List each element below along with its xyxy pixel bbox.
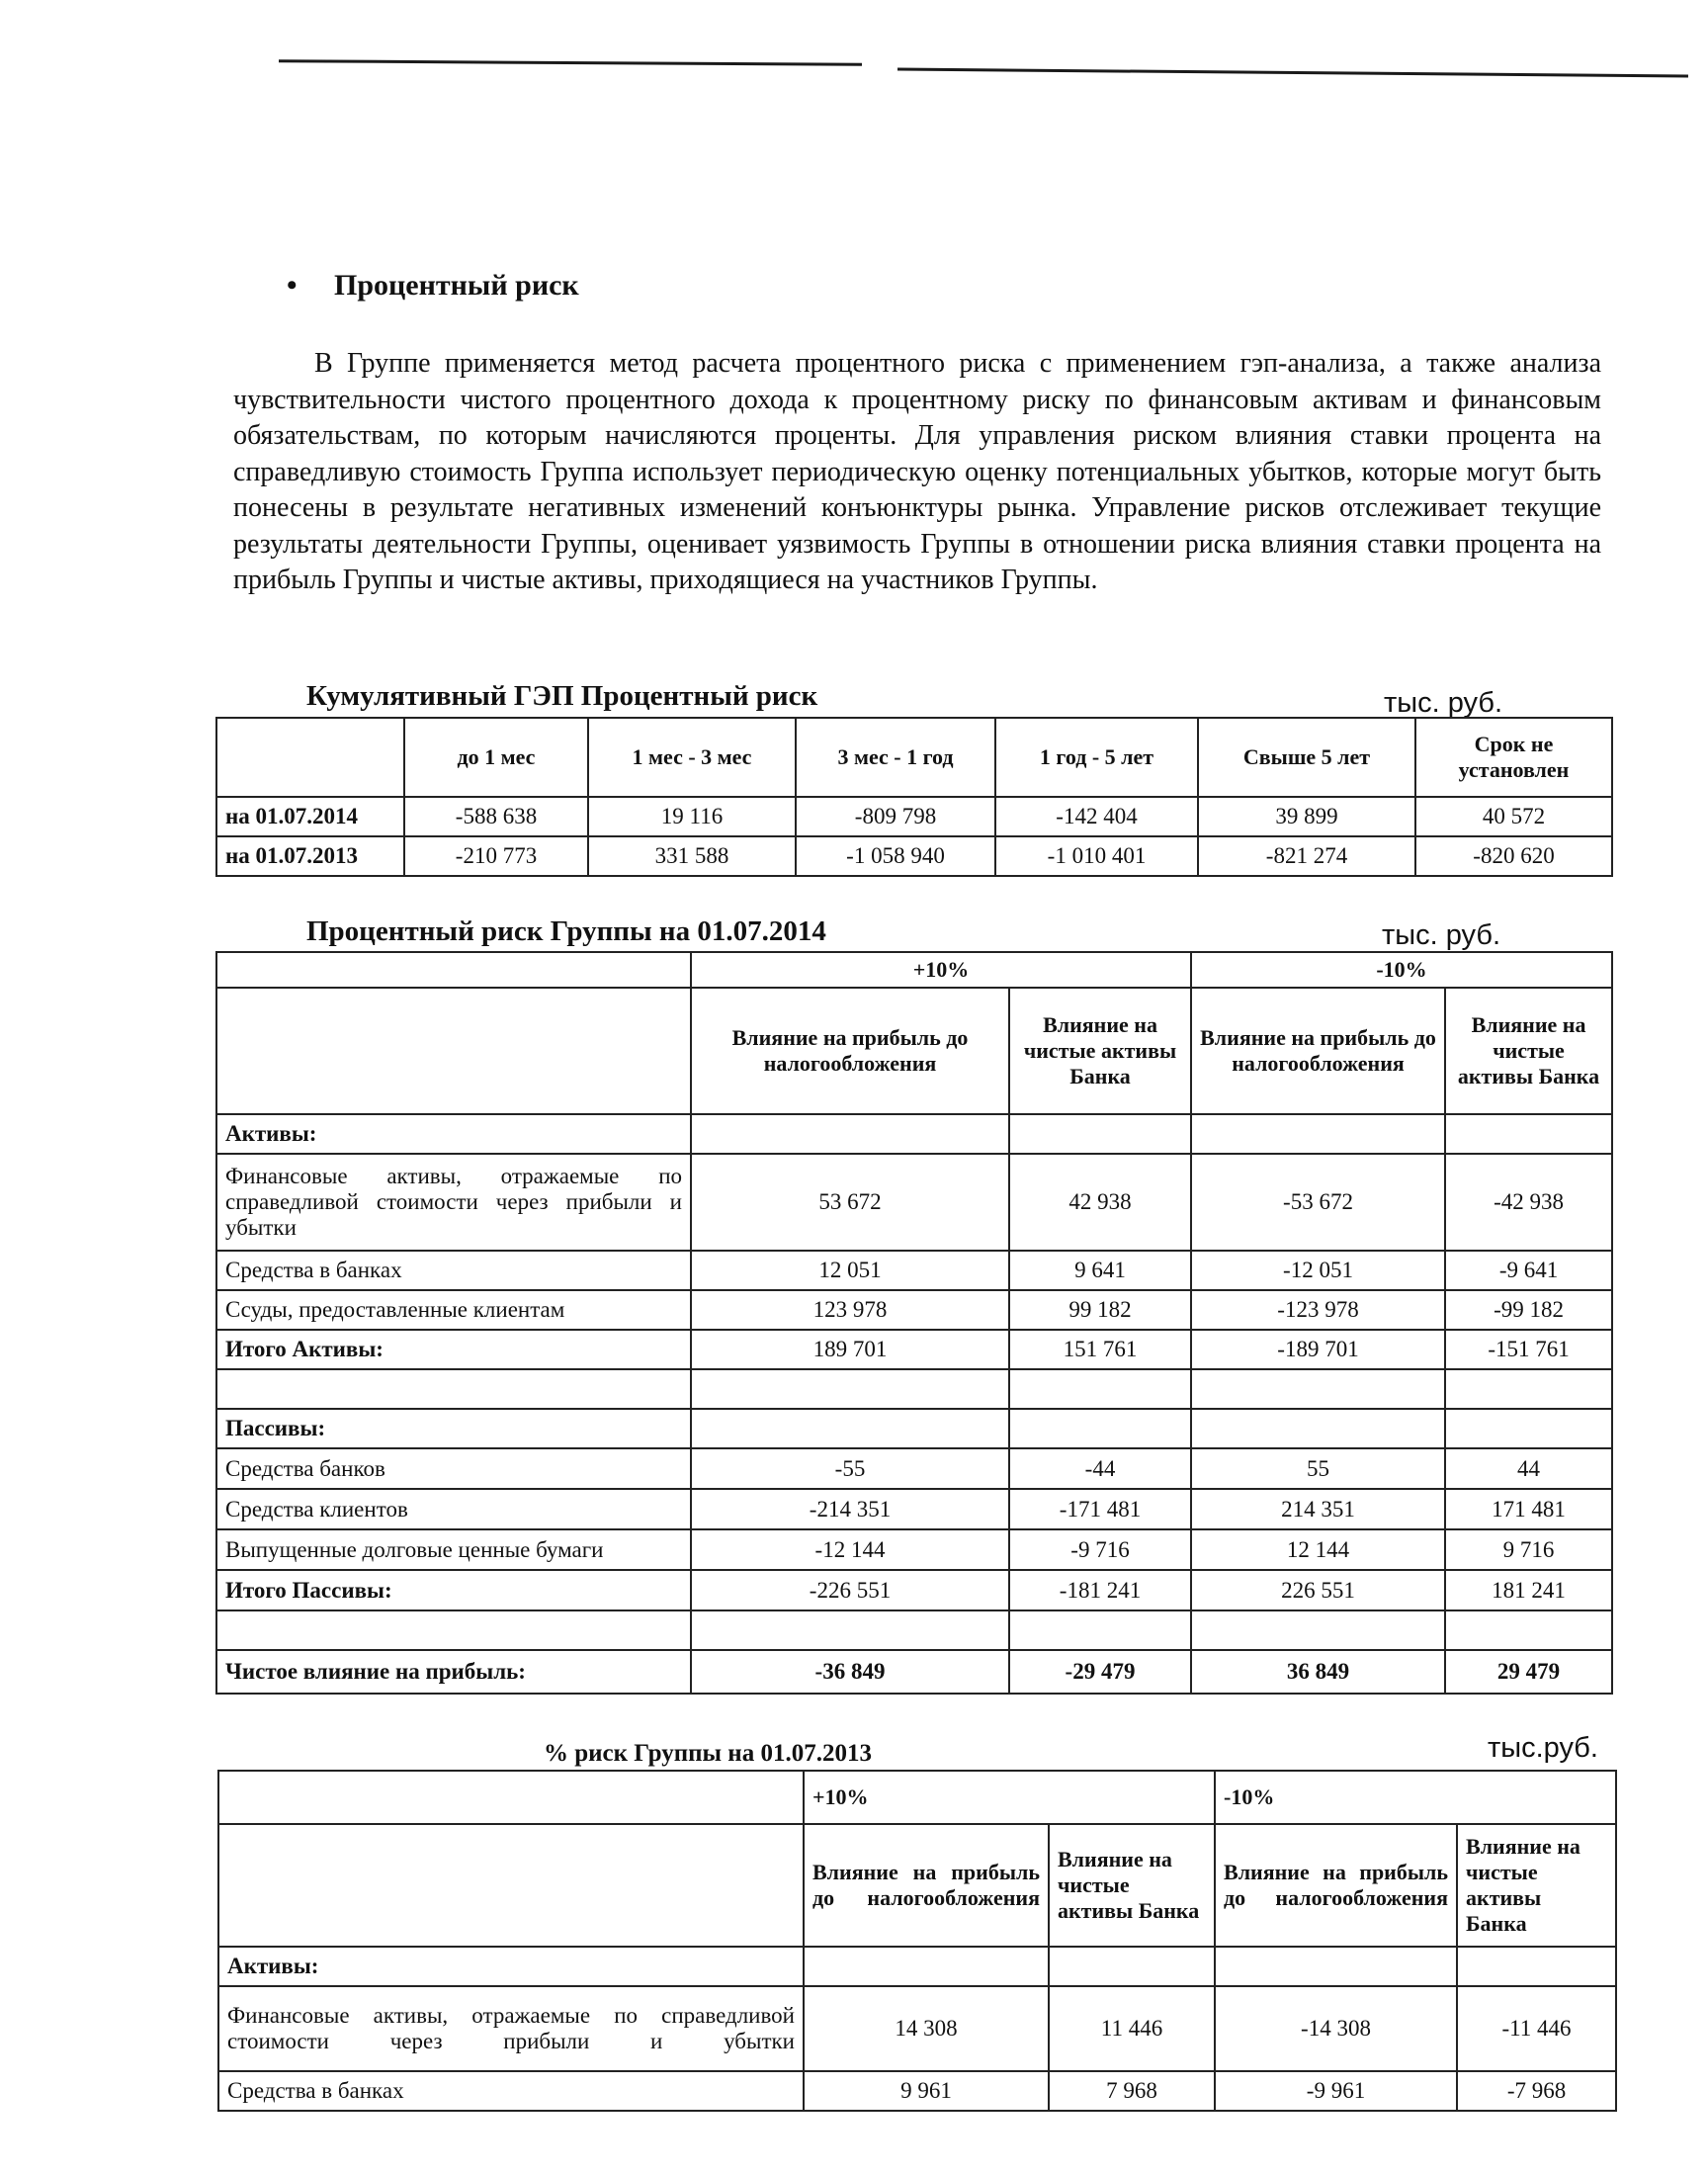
empty-row (216, 1610, 1612, 1650)
row-label: Финансовые активы, отражаемые по справедливой стоимости через прибыли и убытки (218, 1986, 804, 2071)
row-label: Ссуды, предоставленные клиентам (216, 1290, 691, 1330)
cell-value: -42 938 (1445, 1154, 1612, 1251)
cell-value: -226 551 (691, 1570, 1009, 1610)
cell-value: 36 849 (1191, 1650, 1445, 1694)
header-empty (216, 988, 691, 1114)
cell-value: -214 351 (691, 1489, 1009, 1529)
cell-value: 9 641 (1009, 1251, 1191, 1290)
risk-2013-unit: тыс.руб. (1488, 1732, 1598, 1764)
row-label: Финансовые активы, отражаемые по справедливой стоимости через прибыли и убытки (216, 1154, 691, 1251)
bullet: • (287, 269, 298, 302)
cell-value: 9 716 (1445, 1529, 1612, 1570)
table-row (216, 797, 1612, 836)
section-title: Процентный риск (334, 269, 579, 302)
col-profit-plus: Влияние на прибыль до налогообложения (691, 988, 1009, 1114)
column-header-row (218, 1824, 1616, 1947)
cell-value: 11 446 (1049, 1986, 1215, 2071)
cell-value: -55 (691, 1448, 1009, 1489)
gap-col-header: 1 год - 5 лет (995, 718, 1198, 797)
scan-line-left (279, 59, 862, 66)
cell-value: -123 978 (1191, 1290, 1445, 1330)
cell-value: -12 144 (691, 1529, 1009, 1570)
table-row (216, 1448, 1612, 1489)
table-row (216, 836, 1612, 876)
table-row (216, 1529, 1612, 1570)
cell-value: 12 144 (1191, 1529, 1445, 1570)
table-row (218, 1986, 1616, 2071)
cell-value: -11 446 (1457, 1986, 1616, 2071)
cell-value: 331 588 (588, 836, 796, 876)
gap-table-title: Кумулятивный ГЭП Процентный риск (306, 680, 818, 712)
cell-value: -189 701 (1191, 1330, 1445, 1369)
cell-value: 7 968 (1049, 2071, 1215, 2111)
cell-value: 53 672 (691, 1154, 1009, 1251)
risk-2013-title: % риск Группы на 01.07.2013 (544, 1740, 872, 1767)
header-empty (218, 1824, 804, 1947)
cell-value: -210 773 (404, 836, 588, 876)
gap-header-empty (216, 718, 404, 797)
cell-value: 226 551 (1191, 1570, 1445, 1610)
risk-2013-table (217, 1770, 1617, 2112)
gap-table-unit: тыс. руб. (1384, 687, 1503, 719)
cell-value: -9 716 (1009, 1529, 1191, 1570)
table-row (216, 1154, 1612, 1251)
liabilities-header: Пассивы: (216, 1409, 691, 1448)
gap-table-header-row (216, 718, 1612, 797)
cell-value: -588 638 (404, 797, 588, 836)
assets-header: Активы: (218, 1947, 804, 1986)
cell-value: -820 620 (1415, 836, 1612, 876)
table-row (216, 1251, 1612, 1290)
col-profit-plus: Влияние на прибыль до налогообложения (804, 1824, 1049, 1947)
risk-2014-unit: тыс. руб. (1382, 919, 1501, 951)
group-header-row (216, 952, 1612, 988)
cell-value: -151 761 (1445, 1330, 1612, 1369)
cell-value: -7 968 (1457, 2071, 1616, 2111)
table-row (216, 1489, 1612, 1529)
cell-value: -1 058 940 (796, 836, 995, 876)
cell-value: 151 761 (1009, 1330, 1191, 1369)
cell-value: 189 701 (691, 1330, 1009, 1369)
col-assets-minus: Влияние на чистые активы Банка (1457, 1824, 1616, 1947)
gap-col-header: Срок не установлен (1415, 718, 1612, 797)
risk-2014-title: Процентный риск Группы на 01.07.2014 (306, 915, 826, 947)
section-row (216, 1409, 1612, 1448)
assets-header: Активы: (216, 1114, 691, 1154)
cell-value: 40 572 (1415, 797, 1612, 836)
row-label: на 01.07.2014 (216, 797, 404, 836)
cell-value: -809 798 (796, 797, 995, 836)
cell-value: -44 (1009, 1448, 1191, 1489)
row-label: Выпущенные долговые ценные бумаги (216, 1529, 691, 1570)
section-row (216, 1114, 1612, 1154)
cell-value: -12 051 (1191, 1251, 1445, 1290)
group-plus-header: +10% (804, 1771, 1215, 1824)
column-header-row (216, 988, 1612, 1114)
cell-value: 55 (1191, 1448, 1445, 1489)
cell-value: -821 274 (1198, 836, 1415, 876)
cell-value: 171 481 (1445, 1489, 1612, 1529)
cell-value: -14 308 (1215, 1986, 1457, 2071)
cell-value: 12 051 (691, 1251, 1009, 1290)
row-label: Средства в банках (218, 2071, 804, 2111)
row-label: Итого Активы: (216, 1330, 691, 1369)
col-assets-minus: Влияние на чистые активы Банка (1445, 988, 1612, 1114)
row-label: Чистое влияние на прибыль: (216, 1650, 691, 1694)
row-label: Средства в банках (216, 1251, 691, 1290)
cell-value: 181 241 (1445, 1570, 1612, 1610)
cell-value: -142 404 (995, 797, 1198, 836)
gap-col-header: до 1 мес (404, 718, 588, 797)
cell-value: 14 308 (804, 1986, 1049, 2071)
empty-row (216, 1369, 1612, 1409)
group-header-row (218, 1771, 1616, 1824)
risk-2014-table (215, 951, 1613, 1695)
gap-col-header: Свыше 5 лет (1198, 718, 1415, 797)
cell-value: 9 961 (804, 2071, 1049, 2111)
cell-value: -53 672 (1191, 1154, 1445, 1251)
group-plus-header: +10% (691, 952, 1191, 988)
header-empty (216, 952, 691, 988)
col-assets-plus: Влияние на чистые активы Банка (1049, 1824, 1215, 1947)
row-label: Средства клиентов (216, 1489, 691, 1529)
net-row (216, 1650, 1612, 1694)
total-row (216, 1330, 1612, 1369)
cell-value: 99 182 (1009, 1290, 1191, 1330)
row-label: на 01.07.2013 (216, 836, 404, 876)
cell-value: -1 010 401 (995, 836, 1198, 876)
section-row (218, 1947, 1616, 1986)
table-row (216, 1290, 1612, 1330)
cell-value: 214 351 (1191, 1489, 1445, 1529)
cell-value: -99 182 (1445, 1290, 1612, 1330)
section-heading (287, 269, 579, 303)
cell-value: -36 849 (691, 1650, 1009, 1694)
cell-value: 44 (1445, 1448, 1612, 1489)
cell-value: -29 479 (1009, 1650, 1191, 1694)
col-profit-minus: Влияние на прибыль до налогообложения (1215, 1824, 1457, 1947)
table-row (218, 2071, 1616, 2111)
col-profit-minus: Влияние на прибыль до налогообложения (1191, 988, 1445, 1114)
cell-value: -171 481 (1009, 1489, 1191, 1529)
cell-value: 123 978 (691, 1290, 1009, 1330)
gap-col-header: 3 мес - 1 год (796, 718, 995, 797)
cell-value: 39 899 (1198, 797, 1415, 836)
header-empty (218, 1771, 804, 1824)
row-label: Итого Пассивы: (216, 1570, 691, 1610)
group-minus-header: -10% (1215, 1771, 1616, 1824)
col-assets-plus: Влияние на чистые активы Банка (1009, 988, 1191, 1114)
scan-line-right (897, 68, 1688, 78)
cell-value: 29 479 (1445, 1650, 1612, 1694)
group-minus-header: -10% (1191, 952, 1612, 988)
cell-value: -181 241 (1009, 1570, 1191, 1610)
total-row (216, 1570, 1612, 1610)
row-label: Средства банков (216, 1448, 691, 1489)
cell-value: 19 116 (588, 797, 796, 836)
gap-table (215, 717, 1613, 877)
cell-value: -9 961 (1215, 2071, 1457, 2111)
intro-paragraph: В Группе применяется метод расчета процентного риска с применением гэп-анализа, а также анализа чувствительности чистого процентного дохода к процентному риску по финансовым активам и финансовым обязательствам, по которым начисляются проценты. Для управления риском влияния ставки процента на справедливую стоимость Группа использует периодическую оценку потенциальных убытков, которые могут быть понесены в результате негативных изменений конъюнктуры рынка. Управление рисков отслеживает текущие результаты деятельности Группы, оценивает уязвимость Группы в отношении риска влияния ставки процента на прибыль Группы и чистые активы, приходящиеся на участников Группы. (233, 348, 1601, 595)
cell-value: -9 641 (1445, 1251, 1612, 1290)
cell-value: 42 938 (1009, 1154, 1191, 1251)
gap-col-header: 1 мес - 3 мес (588, 718, 796, 797)
